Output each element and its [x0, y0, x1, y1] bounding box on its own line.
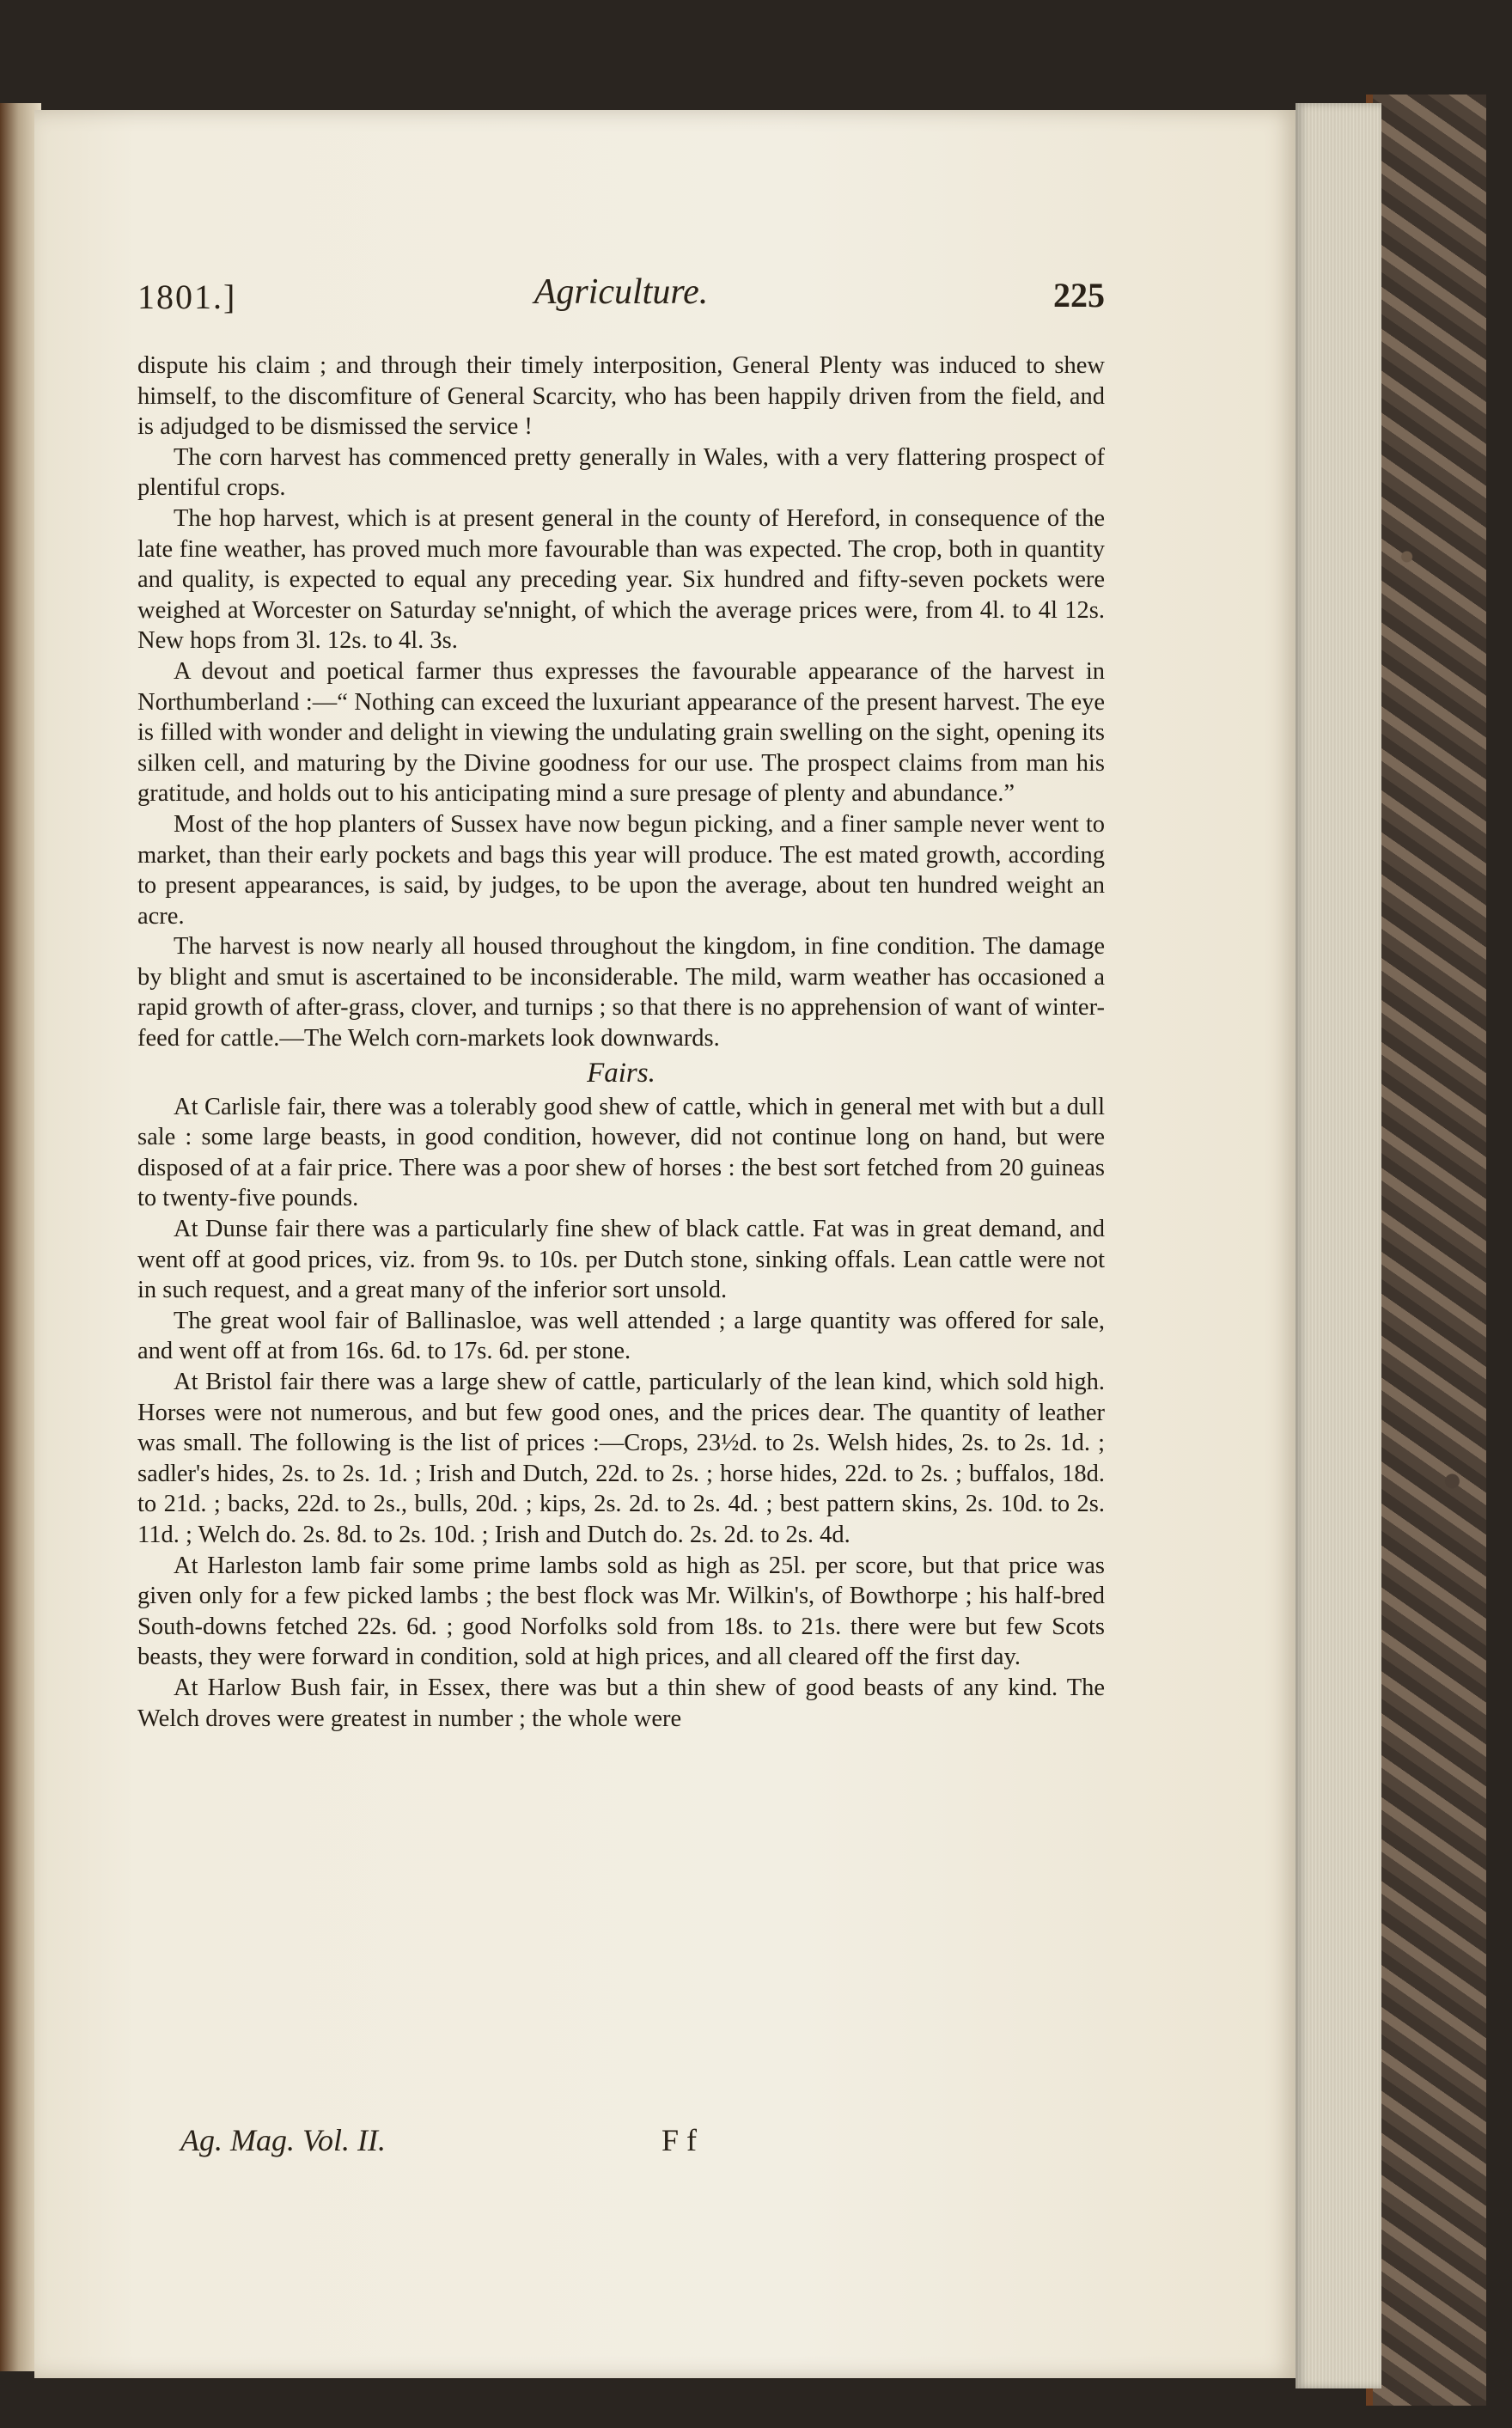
page-body [137, 351, 1105, 1734]
page-number: 225 [1053, 276, 1105, 314]
paragraph: A devout and poetical farmer thus expresses the favourable appearance of the harvest in Northumberland :—“ Nothing can exceed the luxuriant appearance of the present harvest. The eye is filled with wonder and delight in viewing the undulating grain swelling on the sight, opening its silken cell, and maturing by the Divine goodness for our use. The prospect claims from man his gratitude, and holds out to his anticipating mind a sure presage of plenty and abundance.” [137, 657, 1105, 808]
header-year: 1801.] [137, 278, 237, 316]
paragraph: The great wool fair of Ballinasloe, was well attended ; a large quantity was offered for sale, and went off at from 16s. 6d. to 17s. 6d. per stone. [137, 1307, 1105, 1365]
paragraph: At Dunse fair there was a particularly fine shew of black cattle. Fat was in great demand, and went off at good prices, viz. from 9s. to 10s. per Dutch stone, sinking offals. Lean cattle were not in such request, and a great many of the inferior sort unsold. [137, 1216, 1105, 1304]
paragraph: The hop harvest, which is at present general in the county of Hereford, in consequence of the late fine weather, has proved much more favourable than was expected. The crop, both in quantity and quality, is expected to equal any preceding year. Six hundred and fifty-seven pockets were weighed at Worcester on Saturday se'nnight, of which the average prices were, from 4l. to 4l 12s. New hops from 3l. 12s. to 4l. 3s. [137, 504, 1105, 655]
paragraph: At Bristol fair there was a large shew of cattle, particularly of the lean kind, which sold high. Horses were not numerous, and but few good ones, and the prices dear. The quantity of leather was small. The following is the list of prices :—Crops, 23½d. to 2s. Welsh hides, 2s. to 2s. 1d. ; sadler's hides, 2s. to 2s. 1d. ; Irish and Dutch, 22d. to 2s. ; horse hides, 22d. to 2s. ; buffalos, 18d. to 21d. ; backs, 22d. to 2s., bulls, 20d. ; kips, 2s. 2d. to 2s. 4d. ; best pattern skins, 2s. 10d. to 2s. 11d. ; Welch do. 2s. 8d. to 2s. 10d. ; Irish and Dutch do. 2s. 2d. to 2s. 4d. [137, 1369, 1105, 1548]
page-fore-edge [1296, 103, 1381, 2388]
paragraph: dispute his claim ; and through their timely interposition, General Plenty was induced to shew himself, to the discomfiture of General Scarcity, who has been happily driven from the field, and is adjudged to be dismissed the service ! [137, 352, 1105, 441]
running-header [137, 271, 1105, 323]
sheet-mark: F f [662, 2123, 698, 2157]
section-heading: Fairs. [587, 1057, 655, 1089]
paragraph: At Carlisle fair, there was a tolerably good shew of cattle, which in general met with but a dull sale : some large beasts, in good condition, however, did not continue long on hand, but were disposed of at a fair price. There was a poor shew of horses : the best sort fetched from 20 guineas to twenty-five pounds. [137, 1093, 1105, 1212]
paragraph: The harvest is now nearly all housed throughout the kingdom, in fine condition. The damage by blight and smut is ascertained to be inconsiderable. The mild, warm weather has occasioned a rapid growth of after-grass, clover, and turnips ; so that there is no apprehension of want of winter-feed for cattle.—The Welch corn-markets look downwards. [137, 933, 1105, 1052]
footer-signature: Ag. Mag. Vol. II. [180, 2123, 386, 2157]
header-title: Agriculture. [533, 272, 709, 312]
paragraph: At Harleston lamb fair some prime lambs sold as high as 25l. per score, but that price was given only for a few picked lambs ; the best flock was Mr. Wilkin's, of Bowthorpe ; his half-bred South-downs fetched 22s. 6d. ; good Norfolks sold from 18s. to 21s. there were but few Scots beasts, they were forward in condition, sold at high prices, and all cleared off the first day. [137, 1552, 1105, 1671]
marbled-cover [1366, 95, 1486, 2406]
paragraph: At Harlow Bush fair, in Essex, there was but a thin shew of good beasts of any kind. The Welch droves were greatest in number ; the whole were [137, 1674, 1105, 1732]
page-footer [180, 2122, 782, 2165]
paragraph: The corn harvest has commenced pretty generally in Wales, with a very flattering prospect of plentiful crops. [137, 443, 1105, 502]
paragraph: Most of the hop planters of Sussex have now begun picking, and a finer sample never went to market, than their early pockets and bags this year will produce. The est mated growth, according to present appearances, is said, by judges, to be upon the average, about ten hundred weight an acre. [137, 810, 1105, 930]
